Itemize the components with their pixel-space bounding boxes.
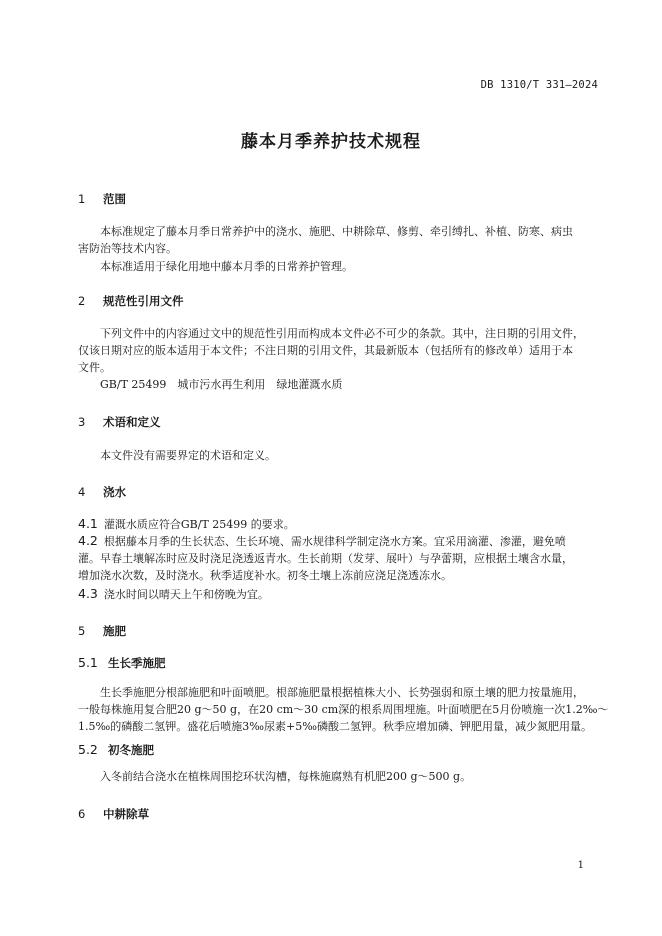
text-line: 文件。 (78, 361, 111, 374)
clause-text: 增加浇水次数，及时浇水。秋季适度补水。初冬土壤上冻前应浇足浇透冻水。 (78, 569, 452, 582)
paragraph-normative-references (78, 325, 599, 376)
text-line: 下列文件中的内容通过文中的规范性引用而构成本文件必不可少的条款。其中，注日期的引用文件， (100, 327, 584, 340)
subsection-number: 5.1 (78, 655, 98, 670)
clause-text: 灌溉水质应符合GB/T 25499 的要求。 (103, 518, 295, 531)
section-number: 4 (78, 485, 86, 499)
text-line: 1.5‰的磷酸二氢钾。盛花后喷施3‰尿素+5‰磷酸二氢钾。秋季应增加磷、钾肥用量，减少氮肥用量。 (78, 720, 592, 733)
section-title: 术语和定义 (103, 415, 161, 429)
page-number: 1 (577, 860, 584, 871)
paragraph-early-winter (78, 768, 599, 785)
clause-4-3 (78, 585, 599, 603)
subsection-title: 生长季施肥 (108, 656, 166, 670)
clause-text: 根据藤本月季的生长状态、生长环境、需水规律科学制定浇水方案。宜采用滴灌、渗灌，避免喷 (103, 535, 566, 548)
section-heading-watering (78, 484, 126, 500)
text-line: 本标准适用于绿化用地中藤本月季的日常养护管理。 (100, 260, 353, 273)
paragraph-scope-2 (78, 258, 599, 275)
section-heading-scope (78, 191, 126, 207)
standard-number: DB 1310/T 331—2024 (480, 79, 598, 91)
subsection-heading-early-winter (78, 742, 154, 758)
section-number: 1 (78, 192, 86, 206)
clause-4-1 (78, 515, 599, 533)
section-number: 5 (78, 624, 86, 638)
reference-text: GB/T 25499 城市污水再生利用 绿地灌溉水质 (100, 378, 343, 391)
text-line: 入冬前结合浇水在植株周围挖环状沟槽，每株施腐熟有机肥200 g～500 g。 (100, 770, 472, 783)
paragraph-growing-season (78, 684, 609, 735)
section-title: 规范性引用文件 (103, 294, 184, 308)
section-title: 范围 (103, 192, 126, 206)
section-number: 3 (78, 415, 86, 429)
clause-number: 4.3 (78, 586, 98, 601)
subsection-heading-growing-season (78, 655, 166, 671)
paragraph-terms (78, 447, 599, 464)
text-line: 一般每株施用复合肥20 g～50 g，在20 cm～30 cm深的根系周围埋施。叶面喷肥在5月份喷施一次1.2‰～ (78, 703, 609, 716)
text-line: 本标准规定了藤本月季日常养护中的浇水、施肥、中耕除草、修剪、牵引缚扎、补植、防寒、病虫 (100, 225, 573, 238)
section-title: 浇水 (103, 485, 126, 499)
text-line: 本文件没有需要界定的术语和定义。 (100, 449, 276, 462)
clause-4-2 (78, 532, 599, 584)
section-number: 2 (78, 294, 86, 308)
clause-number: 4.2 (78, 533, 98, 548)
section-title: 中耕除草 (103, 807, 149, 821)
subsection-number: 5.2 (78, 742, 98, 757)
section-title: 施肥 (103, 624, 126, 638)
reference-entry (78, 376, 599, 393)
text-line: 害防治等技术内容。 (78, 242, 177, 255)
section-heading-fertilizing (78, 623, 126, 639)
section-heading-cultivation-weeding (78, 806, 149, 822)
document-title: 藤本月季养护技术规程 (241, 132, 421, 152)
section-heading-terms (78, 414, 161, 430)
section-number: 6 (78, 807, 86, 821)
text-line: 生长季施肥分根部施肥和叶面喷肥。根部施肥量根据植株大小、长势强弱和原土壤的肥力按量施用， (100, 686, 584, 699)
text-line: 仅该日期对应的版本适用于本文件；不注日期的引用文件，其最新版本（包括所有的修改单）适用于本 (78, 344, 573, 357)
clause-text: 灌。早春土壤解冻时应及时浇足浇透返青水。生长前期（发芽、展叶）与孕蕾期，应根据土壤含水量， (78, 552, 573, 565)
section-heading-normative-references (78, 293, 184, 309)
clause-text: 浇水时间以晴天上午和傍晚为宜。 (103, 588, 269, 601)
subsection-title: 初冬施肥 (108, 743, 154, 757)
paragraph-scope-1 (78, 223, 599, 257)
clause-number: 4.1 (78, 516, 98, 531)
